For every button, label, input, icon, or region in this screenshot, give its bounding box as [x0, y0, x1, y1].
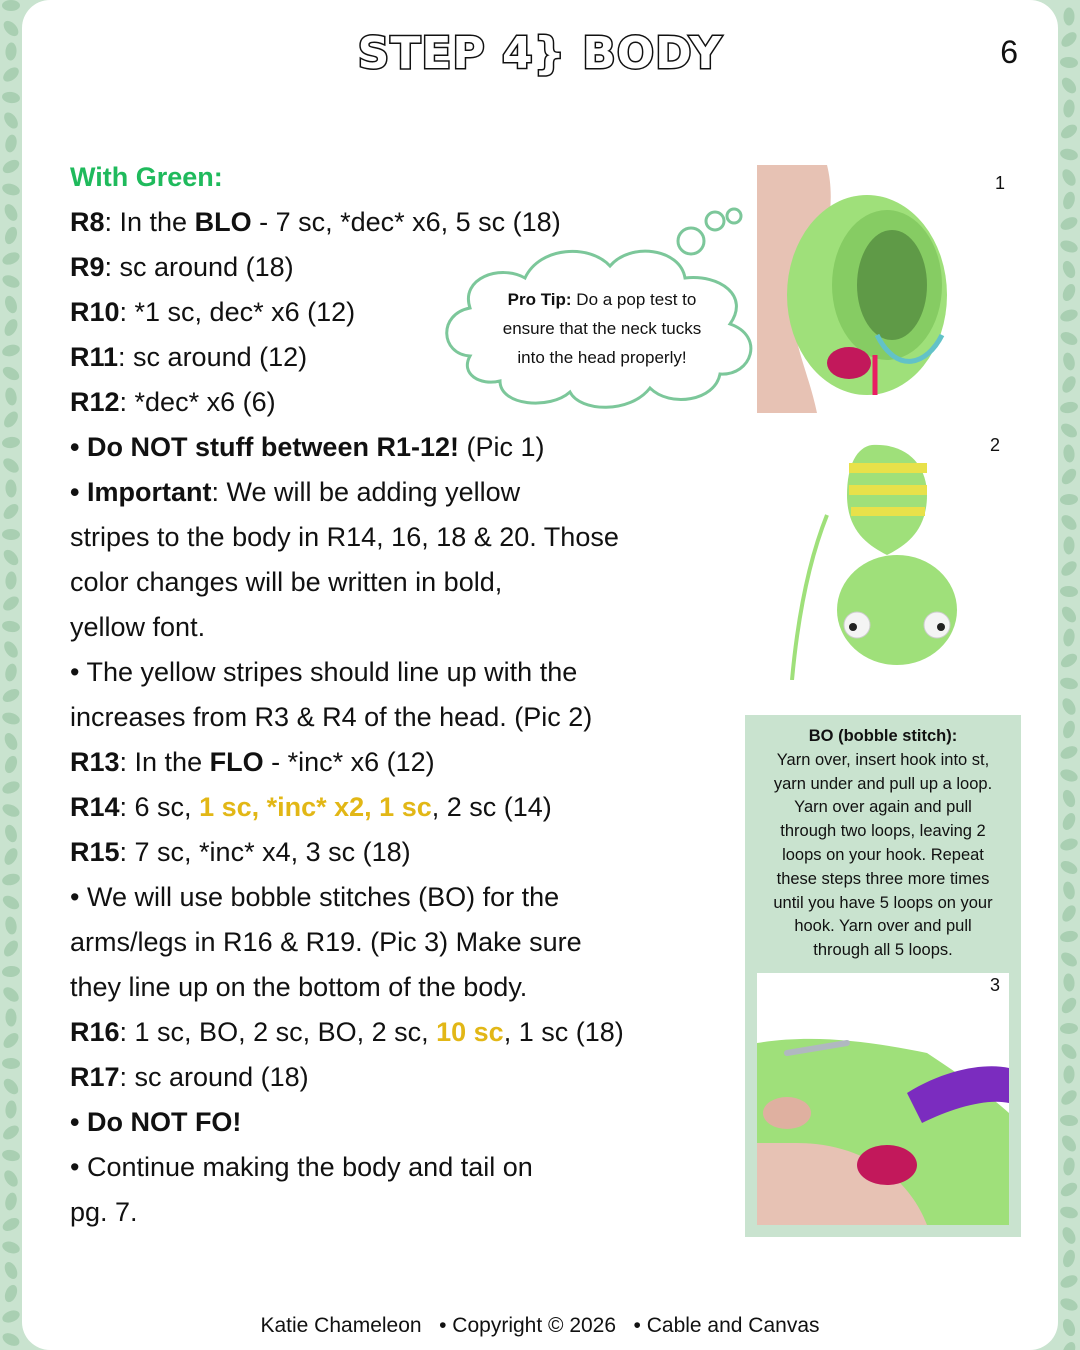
leaf-pattern-mark: [1, 965, 20, 978]
row-text: , 1 sc (18): [503, 1017, 624, 1047]
leaf-pattern-mark: [1059, 1205, 1079, 1220]
leaf-pattern-mark: [1, 1239, 22, 1255]
note-important-line: yellow font.: [70, 612, 206, 642]
row-text: : sc around (12): [118, 342, 308, 372]
leaf-pattern-mark: [2, 846, 20, 867]
leaf-pattern-mark: [3, 225, 19, 246]
row-text: : *1 sc, dec* x6 (12): [119, 297, 356, 327]
leaf-pattern-mark: [1062, 628, 1076, 647]
leaf-pattern-mark: [1060, 585, 1079, 598]
row-text: : sc around (18): [119, 1062, 309, 1092]
note-text: (Pic 1): [458, 432, 545, 462]
footer-copyright: • Copyright © 2026: [439, 1314, 617, 1337]
leaf-pattern-mark: [1059, 238, 1080, 254]
leaf-pattern-mark: [1059, 466, 1079, 487]
leaf-pattern-mark: [0, 364, 21, 383]
leaf-pattern-mark: [1, 1076, 21, 1097]
leaf-pattern-mark: [1062, 1157, 1076, 1177]
row-text: , 2 sc (14): [431, 792, 552, 822]
leaf-pattern-mark: [1058, 858, 1079, 876]
note-important-line: color changes will be written in bold,: [70, 567, 503, 597]
leaf-pattern-mark: [1061, 351, 1076, 371]
leaf-pattern-mark: [1, 91, 20, 104]
pic-3-number: 3: [990, 975, 1001, 995]
leaf-pattern-mark: [2, 529, 20, 540]
leaf-pattern-mark: [1, 182, 21, 198]
row-text: : In the: [104, 207, 195, 237]
leaf-pattern-mark: [1060, 56, 1079, 68]
row-emphasis: BLO: [194, 207, 252, 237]
page: [22, 0, 1058, 1350]
row-label: R11: [70, 342, 119, 372]
pro-tip-line-3: into the head properly!: [517, 348, 687, 367]
leaf-pattern-mark: [1060, 494, 1079, 506]
leaf-pattern-mark: [1060, 1340, 1078, 1350]
bobble-line: through two loops, leaving 2: [780, 822, 986, 841]
row-label: R16: [70, 1017, 120, 1047]
note-bold: • Do NOT FO!: [70, 1107, 242, 1137]
row-label: R12: [70, 387, 120, 417]
row-text: : 7 sc, *inc* x4, 3 sc (18): [119, 837, 411, 867]
leaf-pattern-mark: [1, 802, 22, 820]
leaf-pattern-mark: [1, 872, 21, 887]
leaf-pattern-mark: [1058, 215, 1079, 233]
note-important-line: stripes to the body in R14, 16, 18 & 20. Those: [70, 522, 619, 552]
leaf-pattern-mark: [3, 823, 19, 844]
leaf-pattern-mark: [5, 571, 18, 590]
leaf-pattern-mark: [1061, 190, 1077, 210]
leaf-pattern-mark: [2, 202, 20, 223]
leaf-pattern-mark: [1062, 444, 1075, 463]
leaf-pattern-mark: [1, 250, 22, 267]
pro-tip-text: [452, 285, 752, 372]
leaf-pattern-mark: [1059, 1133, 1079, 1154]
leaf-pattern-mark: [1, 639, 20, 660]
color-heading: With Green:: [70, 162, 223, 192]
note-continue: • Continue making the body and tail on: [70, 1152, 533, 1182]
pic-2-number: 2: [990, 435, 1001, 455]
pro-tip-line-2: ensure that the neck tucks: [502, 319, 702, 338]
row-r16: [70, 1010, 690, 1055]
leaf-pattern-mark: [1, 436, 20, 449]
leaf-pattern-mark: [1059, 995, 1079, 1016]
leaf-pattern-mark: [2, 731, 20, 752]
pic-1-number: 1: [995, 173, 1006, 193]
row-emphasis: FLO: [209, 747, 264, 777]
leaf-pattern-mark: [1061, 880, 1076, 900]
leaf-pattern-mark: [1064, 8, 1075, 26]
leaf-pattern-mark: [1060, 811, 1078, 832]
bobble-title: BO (bobble stitch):: [808, 727, 958, 745]
leaf-pattern-mark: [1062, 99, 1075, 118]
leaf-pattern-mark: [2, 0, 20, 11]
leaf-pattern-mark: [4, 662, 19, 682]
row-label: R15: [70, 837, 120, 867]
leaf-pattern-mark: [1060, 282, 1077, 303]
leaf-pattern-mark: [1, 343, 21, 358]
row-r14: [70, 785, 690, 830]
note-bobble-line: arms/legs in R16 & R19. (Pic 3) Make sure: [70, 927, 582, 957]
leaf-pattern-mark: [1, 1149, 21, 1163]
leaf-pattern-mark: [1060, 1225, 1078, 1246]
leaf-pattern-mark: [0, 686, 21, 705]
leaf-pattern-mark: [1060, 374, 1079, 395]
leaf-pattern-mark: [0, 1331, 21, 1349]
leaf-pattern-mark: [1058, 1180, 1079, 1199]
leaf-pattern-mark: [1, 110, 20, 131]
leaf-pattern-mark: [1059, 604, 1079, 625]
leaf-pattern-mark: [1058, 744, 1079, 762]
footer-brand: • Cable and Canvas: [633, 1314, 820, 1337]
leaf-pattern-mark: [1, 1308, 22, 1325]
leaf-pattern-mark: [1059, 950, 1080, 970]
leaf-pattern-mark: [1059, 558, 1080, 578]
note-continue-line: pg. 7.: [70, 1197, 138, 1227]
leaf-pattern-mark: [1059, 29, 1080, 49]
leaf-pattern-mark: [1059, 1041, 1080, 1062]
leaf-pattern-mark: [1, 711, 21, 727]
photo-3-bobble-stitch: [757, 973, 1009, 1225]
pro-tip-label: Pro Tip:: [507, 290, 572, 309]
bobble-line: loops on your hook. Repeat: [782, 845, 984, 864]
bobble-line: hook. Yarn over and pull: [794, 917, 972, 936]
note-bold: • Do NOT stuff between R1-12!: [70, 432, 459, 462]
leaf-pattern-mark: [1060, 259, 1077, 280]
pro-tip-line-1: Do a pop test to: [571, 290, 697, 309]
bobble-line: yarn under and pull up a loop.: [773, 774, 993, 793]
leaf-pattern-mark: [1, 456, 22, 476]
leaf-pattern-mark: [1060, 167, 1079, 188]
leaf-pattern-mark: [2, 317, 20, 338]
yellow-stitches: 1 sc, *inc* x2, 1 sc: [199, 792, 432, 822]
leaf-pattern-mark: [1, 273, 22, 290]
leaf-pattern-mark: [1, 501, 21, 522]
leaf-pattern-mark: [1, 984, 22, 1004]
leaf-pattern-mark: [1059, 930, 1079, 944]
leaf-pattern-mark: [5, 42, 17, 61]
leaf-pattern-mark: [3, 294, 19, 315]
photo-2-crochet-body: [767, 435, 967, 680]
leaf-pattern-mark: [1059, 307, 1080, 323]
note-stripes: • The yellow stripes should line up with the: [70, 657, 578, 687]
leaf-pattern-mark: [4, 916, 18, 936]
leaf-pattern-mark: [1060, 696, 1079, 717]
bobble-stitch-text: [745, 725, 1021, 963]
page-number: 6: [1000, 34, 1018, 70]
yellow-stitches: 10 sc: [436, 1017, 504, 1047]
leaf-pattern-mark: [1059, 1114, 1078, 1127]
leaf-pattern-mark: [1059, 512, 1080, 532]
leaf-pattern-mark: [1060, 1023, 1078, 1035]
note-no-stuff: [70, 425, 690, 470]
row-label: R9: [70, 252, 105, 282]
leaf-pattern-mark: [1058, 651, 1079, 670]
photo-1-crochet-head: [757, 165, 947, 413]
leaf-pattern-mark: [1, 547, 21, 568]
leaf-pattern-mark: [1, 18, 21, 39]
note-text: : We will be adding yellow: [211, 477, 521, 507]
leaf-pattern-mark: [3, 1283, 20, 1304]
row-text: : *dec* x6 (6): [119, 387, 276, 417]
bobble-line: Yarn over again and pull: [794, 798, 972, 817]
leaf-pattern-mark: [1059, 1296, 1080, 1313]
leaf-pattern-mark: [1, 1168, 20, 1189]
pro-tip-line: [452, 285, 752, 314]
row-text: : 1 sc, BO, 2 sc, BO, 2 sc,: [119, 1017, 437, 1047]
leaf-pattern-mark: [4, 134, 19, 154]
row-r17: [70, 1055, 690, 1100]
row-r15: [70, 830, 690, 875]
leaf-pattern-mark: [1059, 400, 1079, 414]
leaf-pattern-mark: [1058, 421, 1079, 440]
leaf-pattern-mark: [2, 1260, 20, 1281]
note-important: [70, 470, 690, 515]
leaf-pattern-mark: [1061, 1248, 1077, 1269]
leaf-pattern-mark: [1, 594, 22, 614]
leaf-pattern-mark: [1, 779, 22, 796]
bobble-line: Yarn over, insert hook into st,: [776, 750, 990, 769]
leaf-pattern-mark: [0, 893, 21, 912]
leaf-pattern-mark: [3, 1191, 18, 1211]
leaf-pattern-mark: [1059, 836, 1080, 852]
bobble-line: these steps three more times: [776, 869, 990, 888]
leaf-pattern-mark: [5, 1100, 18, 1119]
leaf-pattern-mark: [1059, 676, 1079, 691]
row-label: R10: [70, 297, 120, 327]
row-label: R17: [70, 1062, 120, 1092]
leaf-pattern-mark: [1, 1123, 22, 1143]
row-label: R13: [70, 747, 120, 777]
bobble-line: until you have 5 loops on your: [773, 893, 993, 912]
row-text: : sc around (18): [104, 252, 294, 282]
leaf-pattern-mark: [1, 620, 20, 634]
row-text: - *inc* x6 (12): [263, 747, 435, 777]
leaf-pattern-mark: [1061, 788, 1078, 809]
page-title: STEP 4} BODY: [357, 28, 723, 79]
leaf-pattern-mark: [1, 409, 20, 430]
leaf-pattern-mark: [1061, 719, 1077, 739]
leaf-pattern-mark: [1059, 1087, 1080, 1107]
footer-pattern-name: Katie Chameleon: [260, 1314, 422, 1337]
bobble-line: through all 5 loops.: [813, 941, 953, 960]
leaf-pattern-mark: [1, 65, 22, 85]
row-r13: [70, 740, 690, 785]
leaf-pattern-mark: [1059, 767, 1080, 784]
leaf-pattern-mark: [1059, 147, 1079, 162]
bobble-stitch-box: [745, 715, 1021, 1237]
row-label: R14: [70, 792, 120, 822]
note-stripes-line: increases from R3 & R4 of the head. (Pic 2): [70, 702, 593, 732]
leaf-pattern-mark: [1059, 903, 1078, 924]
note-do-not-fo: [70, 1100, 690, 1145]
leaf-pattern-mark: [1059, 1273, 1080, 1291]
note-bobble-line: they line up on the bottom of the body.: [70, 972, 528, 1002]
leaf-pattern-mark: [0, 1215, 21, 1233]
row-text: : In the: [119, 747, 210, 777]
note-bold: • Important: [70, 477, 212, 507]
leaf-pattern-mark: [1059, 75, 1079, 96]
leaf-pattern-mark: [1063, 536, 1074, 554]
leaf-pattern-mark: [1058, 122, 1079, 141]
leaf-pattern-mark: [1, 1030, 22, 1051]
leaf-pattern-mark: [1058, 329, 1079, 347]
leaf-pattern-mark: [5, 1008, 17, 1026]
leaf-pattern-mark: [1, 938, 21, 959]
leaf-pattern-mark: [5, 479, 17, 498]
row-text: - 7 sc, *dec* x6, 5 sc (18): [251, 207, 561, 237]
leaf-pattern-mark: [0, 157, 21, 176]
footer: [22, 1314, 1058, 1338]
leaf-pattern-mark: [3, 754, 20, 775]
leaf-pattern-mark: [1061, 1317, 1078, 1338]
row-text: : 6 sc,: [119, 792, 200, 822]
leaf-pattern-mark: [1063, 1065, 1075, 1083]
leaf-pattern-mark: [4, 387, 18, 407]
leaf-pattern-mark: [2, 1058, 20, 1070]
note-bobble: • We will use bobble stitches (BO) for the: [70, 882, 560, 912]
leaf-pattern-mark: [1063, 973, 1076, 992]
row-label: R8: [70, 207, 105, 237]
